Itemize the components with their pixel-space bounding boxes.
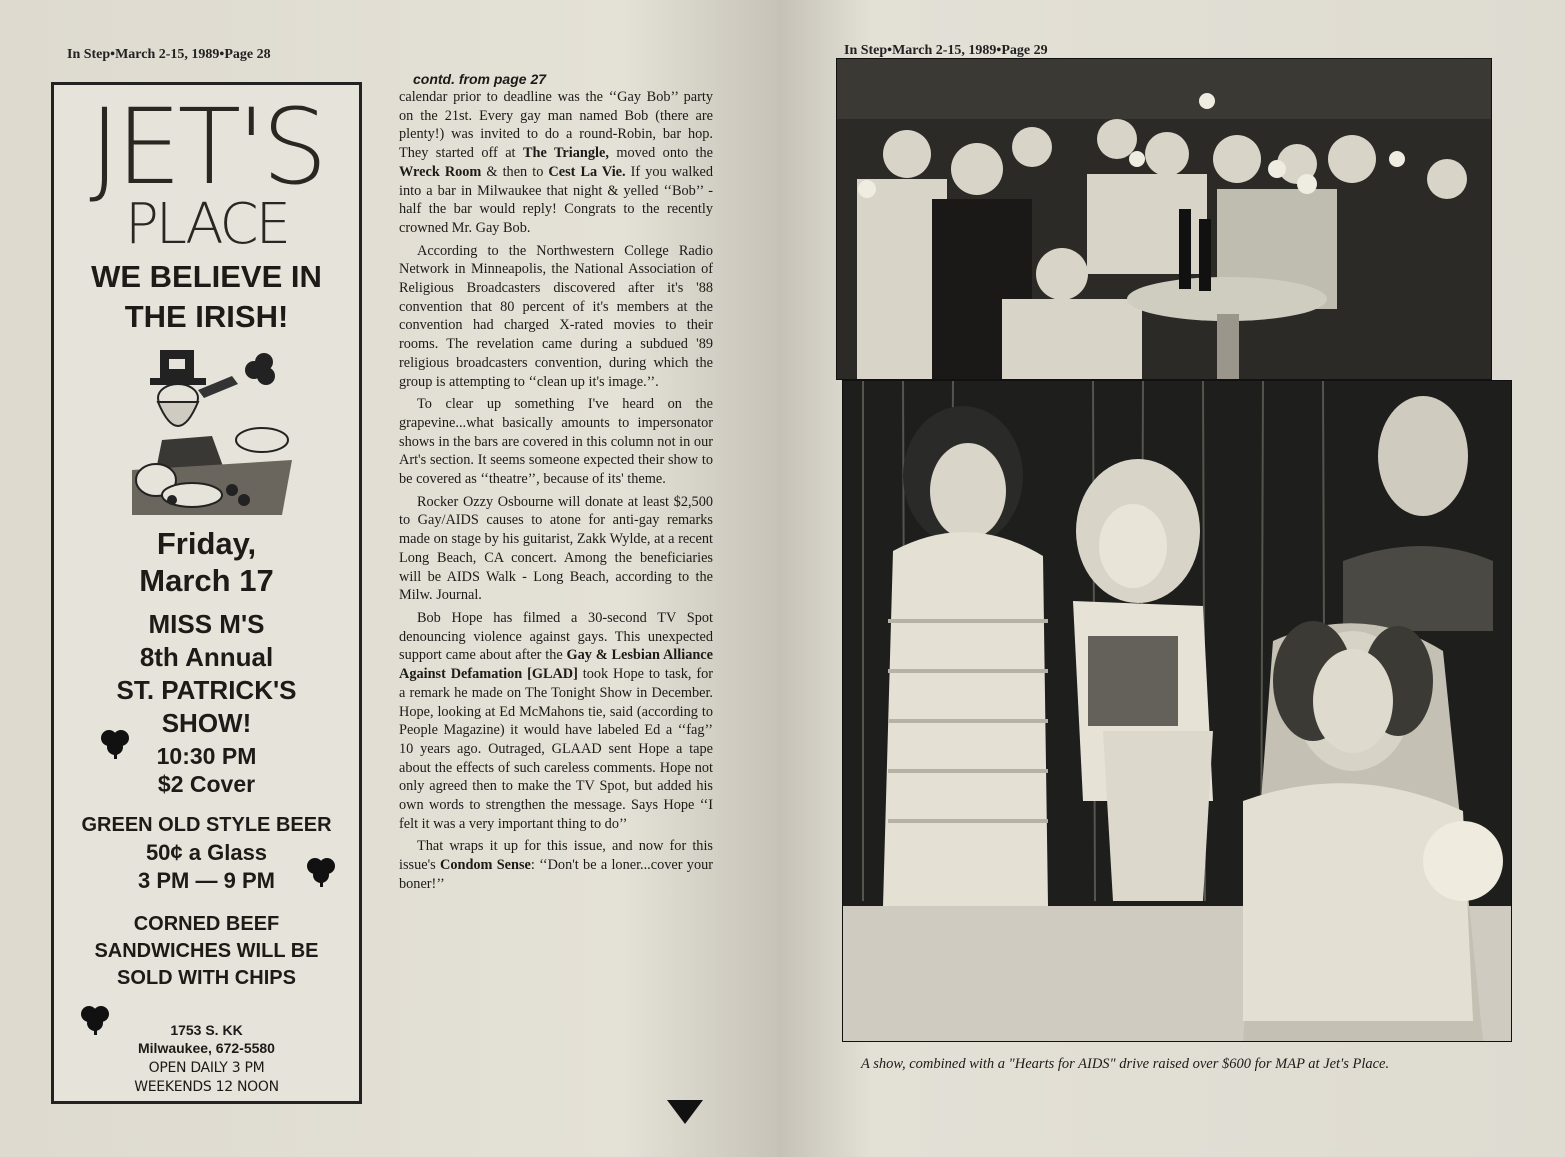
- ad-food-line: SANDWICHES WILL BE: [94, 940, 319, 962]
- shamrock-icon: [98, 725, 132, 759]
- bar-crowd-image: [837, 59, 1491, 379]
- paragraph-text: That wraps it up for this issue, and now for this issue's: [399, 838, 713, 874]
- paragraph-text: & then to: [481, 163, 549, 180]
- left-page: [0, 0, 778, 1157]
- page-folio: In Step•March 2-15, 1989•Page 29: [844, 43, 1048, 58]
- paragraph-text: took Hope to task, for a remark he made on The Tonight Show in December. Hope, looking at Ed McMahons tie, said (according to People Magazine) it would have labeled Ed a ‘‘fag’’ 10 years ago. Outraged, GLAAD sent Hope a tape about the effects of such careless comments. Hope not only agreed then to make the TV Spot, but added his own words to strengthen the message. Says Hope ‘‘I felt it was a very important thing to do’’: [399, 666, 713, 832]
- ad-date-line: Friday,: [156, 526, 257, 561]
- ad-date-line: March 17: [139, 563, 274, 598]
- leprechaun-illustration: [132, 340, 292, 515]
- ad-hours-line: WEEKENDS 12 NOON: [134, 1079, 279, 1095]
- paragraph-text: calendar prior to deadline was the ‘‘Gay Bob’’ party on the 21st. Every gay man named Bob (there are plenty!) was invited to do a round-Robin, bar hop. They started off at: [399, 89, 713, 162]
- jets-place-advertisement: [51, 82, 362, 1104]
- ad-brand-subname: PLACE: [124, 192, 289, 257]
- ad-beer-line: 50¢ a Glass: [145, 840, 268, 865]
- end-of-article-triangle-icon: [667, 1100, 703, 1124]
- column-paragraph: [399, 609, 713, 833]
- column-paragraph: According to the Northwestern College Radio Network in Minneapolis, the National Association of Religious Broadcasters discovered after it's '88 convention that 80 percent of it's members at the convention had charged X-rated movies to their rooms. The revelation came during a subdued '89 religious broadcasters convention, during which the group is attempting to ‘‘clean up it's image.’’.: [399, 242, 713, 390]
- ad-title-line: 8th Annual: [139, 642, 274, 672]
- column-paragraph: To clear up something I've heard on the grapevine...what basically amounts to impersonator shows in the bars are covered in this column not in our Art's section. It seems someone expected their show to be covered as ‘‘theatre’’, because of its' theme.: [399, 396, 713, 488]
- ad-city-phone: Milwaukee, 672-5580: [138, 1040, 275, 1056]
- ad-event-title: [54, 608, 359, 740]
- paragraph-text: : ‘‘Don't be a loner...cover your boner!’’: [399, 857, 713, 892]
- page-folio: In Step•March 2-15, 1989•Page 28: [67, 47, 271, 62]
- paragraph-text: If you walked into a bar in Milwaukee that night & yelled ‘‘Bob’’ - half the bar would reply! Congrats to the recently crowned Mr. Gay Bob.: [399, 163, 714, 236]
- ad-cover-line: $2 Cover: [157, 771, 256, 797]
- ad-title-line: SHOW!: [161, 708, 252, 738]
- drag-show-image: [843, 381, 1511, 1041]
- drag-show-photo: [842, 380, 1512, 1042]
- paragraph-text: Bob Hope has filmed a 30-second TV Spot denouncing violence against gays. This unexpected support came about after the: [399, 609, 713, 664]
- continued-note: contd. from page 27: [413, 71, 547, 87]
- bar-name: The Triangle,: [522, 145, 609, 162]
- ad-title-line: MISS M'S: [148, 609, 265, 639]
- ad-street: 1753 S. KK: [170, 1022, 243, 1038]
- bar-crowd-photo: [836, 58, 1492, 380]
- organization-name: Gay & Lesbian Alliance Against Defamation [GLAD]: [399, 647, 713, 683]
- ad-beer-line: 3 PM — 9 PM: [138, 868, 275, 893]
- column-paragraph: [399, 837, 713, 893]
- paragraph-text: moved onto the: [608, 145, 713, 162]
- ad-brand-name: JET'S: [89, 86, 324, 208]
- ad-address: [54, 1021, 359, 1057]
- ad-title-line: ST. PATRICK'S: [116, 675, 297, 705]
- ad-hours-line: OPEN DAILY 3 PM: [148, 1060, 265, 1076]
- bar-name: Cest La Vie.: [548, 163, 626, 180]
- feature-name: Condom Sense: [440, 857, 531, 874]
- column-paragraph: [399, 88, 713, 238]
- right-page: [778, 0, 1565, 1157]
- ad-slogan-line: WE BELIEVE IN: [91, 259, 322, 294]
- bar-name: Wreck Room: [399, 163, 482, 180]
- photo-caption: A show, combined with a "Hearts for AIDS" drive raised over $600 for MAP at Jet's Place.: [861, 1056, 1390, 1072]
- ad-food-special: [54, 911, 359, 992]
- ad-time-line: 10:30 PM: [156, 743, 257, 769]
- shamrock-icon: [304, 853, 338, 887]
- column-paragraph: Rocker Ozzy Osbourne will donate at least $2,500 to Gay/AIDS causes to atone for anti-gay remarks made on stage by his guitarist, Zakk Wylde, at a recent Long Beach, CA concert. Among the beneficiaries will be AIDS Walk - Long Beach, according to the Milw. Journal.: [399, 493, 713, 604]
- ad-event-date: [54, 525, 359, 599]
- ad-food-line: SOLD WITH CHIPS: [117, 967, 296, 989]
- ad-hours: [54, 1059, 359, 1097]
- ad-food-line: CORNED BEEF: [133, 913, 280, 935]
- ad-beer-line: GREEN OLD STYLE BEER: [81, 814, 332, 836]
- gossip-column: [399, 70, 713, 898]
- ad-slogan: [62, 257, 351, 337]
- ad-slogan-line: THE IRISH!: [124, 299, 289, 334]
